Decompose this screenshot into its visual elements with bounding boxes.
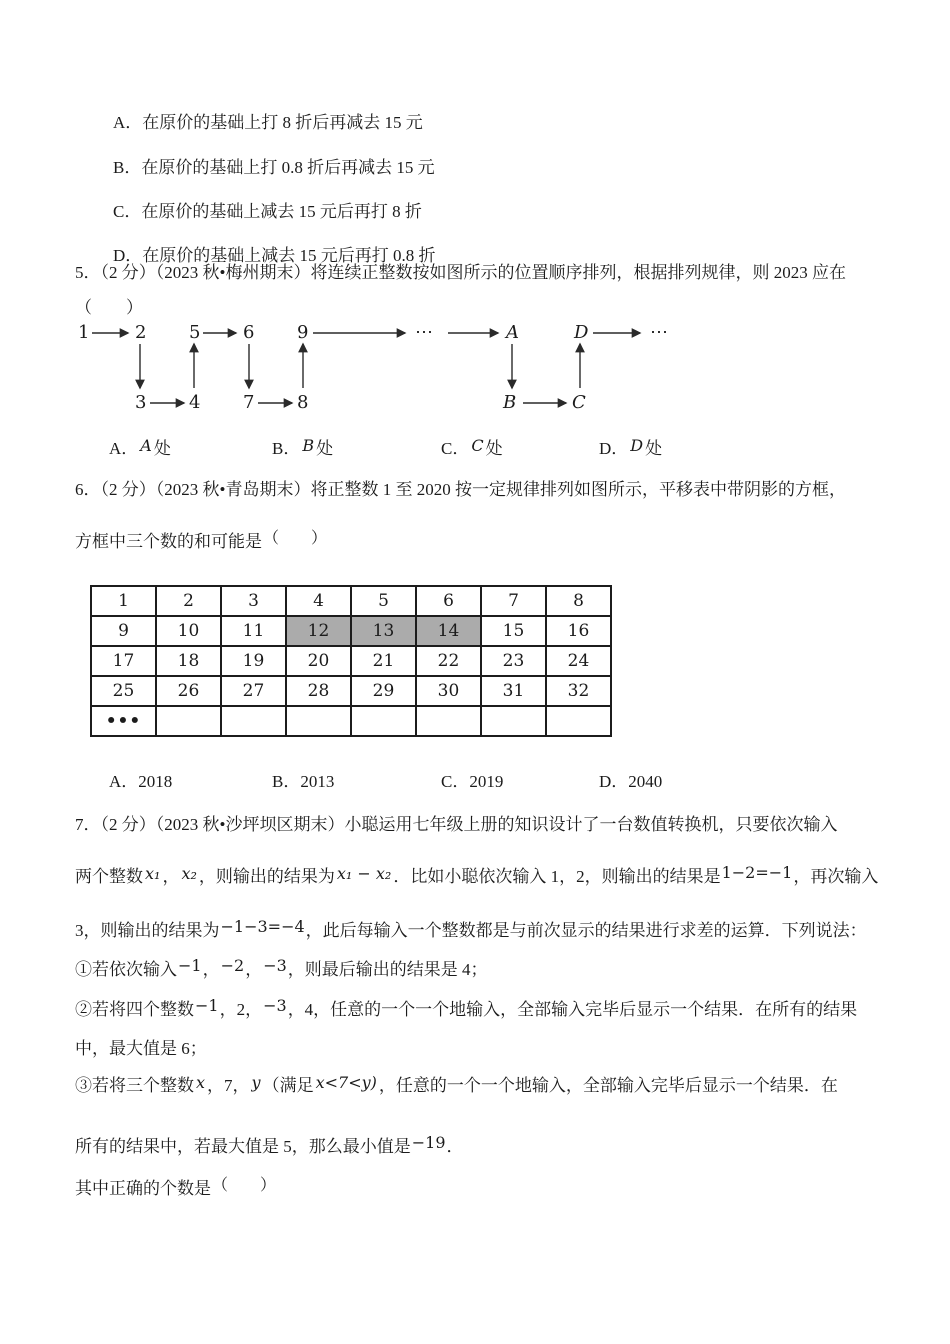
text-run: ，此后每输入一个整数都是与前次显示的结果进行求差的运算．下列说法： [305,921,867,940]
table-row [91,616,611,646]
q6-option-d: D．2040 [599,772,663,791]
text-run: 处 [485,439,503,458]
table-cell: 21 [351,646,416,676]
table-row [91,706,611,736]
q7-item2-line1 [75,996,858,1020]
table-cell: 4 [286,586,351,616]
math-run: −1 [195,996,219,1015]
table-cell: 20 [286,646,351,676]
text-run: ，4，任意的一个一个地输入，全部输入完毕后显示一个结果．在所有的结果 [287,1000,858,1019]
math-run: −1 [178,956,202,975]
text-run: ， [245,960,263,979]
math-run: −19 [411,1133,446,1152]
q6-stem-line2 [75,528,328,552]
table-cell: 14 [416,616,481,646]
q7-item3-line1 [75,1075,838,1096]
table-cell [286,706,351,736]
math-run: x₁ − x₂ [336,864,392,883]
q6-option-a: A．2018 [109,772,173,791]
math-run: （ ） [212,1175,277,1194]
table-cell [156,706,221,736]
table-cell: 3 [221,586,286,616]
table-cell: 30 [416,676,481,706]
text-run: ，任意的一个一个地输入，全部输入完毕后显示一个结果．在 [378,1076,838,1095]
text-run: ，再次输入 [793,867,879,886]
q7-item1 [75,956,488,980]
text-run: 中，最大值是 6； [75,1039,207,1058]
diagram-node-1: 1 [78,322,90,343]
table-cell: 24 [546,646,611,676]
text-run: ， [202,960,220,979]
table-cell: 10 [156,616,221,646]
diagram-node-2: 2 [135,322,147,343]
table-cell: 18 [156,646,221,676]
math-run: x<7<y) [315,1073,377,1092]
q5-option-c [441,438,503,459]
q5-option-b [272,438,333,459]
q4-option-d: D．在原价的基础上减去 15 元后再打 0.8 折 [113,246,436,265]
q7-item3-line2 [75,1133,464,1157]
table-cell [546,706,611,736]
diagram-node-3: 3 [135,392,147,413]
table-cell: 32 [546,676,611,706]
math-run: B [302,436,315,455]
q7-final-line [75,1175,277,1199]
text-run: 方框中三个数的和可能是 [75,532,262,551]
table-cell: 27 [221,676,286,706]
table-cell: 7 [481,586,546,616]
text-run: 处 [316,439,334,458]
diagram-node-C: C [572,392,586,413]
text-run: C． [441,439,470,458]
q5-option-a [109,438,171,459]
q6-option-b: B．2013 [272,772,335,791]
text-run: ③若将三个整数 [75,1076,194,1095]
math-run: A [140,436,152,455]
table-cell: 13 [351,616,416,646]
q6-number-table [90,585,612,737]
q5-answer-paren: （ ） [75,298,143,317]
math-run: D [630,436,644,455]
text-run: 两个整数 [75,867,143,886]
q7-item2-line2 [75,1038,207,1059]
math-run: −3 [263,996,287,1015]
table-cell: 9 [91,616,156,646]
math-run: x₂ [181,864,197,883]
text-run: 其中正确的个数是 [75,1179,211,1198]
text-run: ， [162,867,180,886]
diagram-node-4: 4 [189,392,201,413]
table-row [91,676,611,706]
table-cell: 11 [221,616,286,646]
table-cell: 1 [91,586,156,616]
table-row [91,586,611,616]
table-cell: 31 [481,676,546,706]
text-run: 处 [153,439,171,458]
table-cell: 26 [156,676,221,706]
table-cell [221,706,286,736]
table-cell: 5 [351,586,416,616]
text-run: 3，则输出的结果为 [75,921,220,940]
table-cell: 25 [91,676,156,706]
diagram-node-8: 8 [297,392,309,413]
text-run: A． [109,439,139,458]
text-run: 处 [645,439,663,458]
table-row [91,646,611,676]
table-cell: 23 [481,646,546,676]
text-run: ①若依次输入 [75,960,177,979]
text-run: B． [272,439,301,458]
table-cell [416,706,481,736]
q7-stem-line3 [75,917,867,941]
q6-stem-line1: 6．（2 分）（2023 秋•青岛期末）将正整数 1 至 2020 按一定规律排列如图所示，平移表中带阴影的方框， [75,480,846,499]
text-run: 所有的结果中，若最大值是 5，那么最小值是 [75,1137,411,1156]
q5-stem: 5．（2 分）（2023 秋•梅州期末）将连续正整数按如图所示的位置顺序排列，根据排列规律，则 2023 应在 [75,263,846,282]
math-run: y [251,1073,261,1092]
diagram-node-B: B [503,392,517,413]
q5-sequence-diagram [0,318,720,418]
text-run: ．比如小聪依次输入 1，2，则输出的结果是 [393,867,721,886]
diagram-node-9: 9 [297,322,309,343]
q4-option-c: C．在原价的基础上减去 15 元后再打 8 折 [113,202,422,221]
table-cell: 2 [156,586,221,616]
math-run: （ ） [263,528,328,547]
text-run: ，则最后输出的结果是 4； [287,960,488,979]
table-cell: 19 [221,646,286,676]
table-cell: 6 [416,586,481,616]
table-cell [481,706,546,736]
diagram-node-5: 5 [189,322,201,343]
table-cell: 15 [481,616,546,646]
q7-stem-line2 [75,863,879,887]
math-run: −2 [220,956,245,975]
text-run: ． [446,1137,464,1156]
math-run: x [196,1073,206,1092]
text-run: （满足 [262,1076,314,1095]
q7-stem-line1: 7．（2 分）（2023 秋•沙坪坝区期末）小聪运用七年级上册的知识设计了一台数值转换机，只要依次输入 [75,815,838,834]
table-cell: 12 [286,616,351,646]
diagram-ellipsis-2: ⋯ [650,322,668,343]
table-cell: 28 [286,676,351,706]
table-cell: 17 [91,646,156,676]
diagram-node-D: D [574,322,589,343]
math-run: −1−3=−4 [220,917,305,936]
text-run: ，则输出的结果为 [198,867,335,886]
q6-option-c: C．2019 [441,772,504,791]
math-run: C [471,436,484,455]
math-run: 1−2=−1 [721,863,793,882]
math-run: x₁ [145,864,161,883]
diagram-node-6: 6 [243,322,255,343]
q5-option-d [599,438,662,459]
text-run: ②若将四个整数 [75,1000,194,1019]
table-cell: 16 [546,616,611,646]
q4-option-a: A．在原价的基础上打 8 折后再减去 15 元 [113,113,423,132]
q4-option-b: B．在原价的基础上打 0.8 折后再减去 15 元 [113,158,435,177]
math-run: −3 [263,956,287,975]
table-cell: 29 [351,676,416,706]
table-cell: ••• [91,706,156,736]
diagram-node-7: 7 [243,392,255,413]
text-run: ，2， [219,1000,263,1019]
table-cell: 8 [546,586,611,616]
diagram-ellipsis-1: ⋯ [415,322,433,343]
table-cell: 22 [416,646,481,676]
text-run: ，7， [207,1076,250,1095]
table-cell [351,706,416,736]
text-run: D． [599,439,629,458]
diagram-node-A: A [506,322,519,343]
